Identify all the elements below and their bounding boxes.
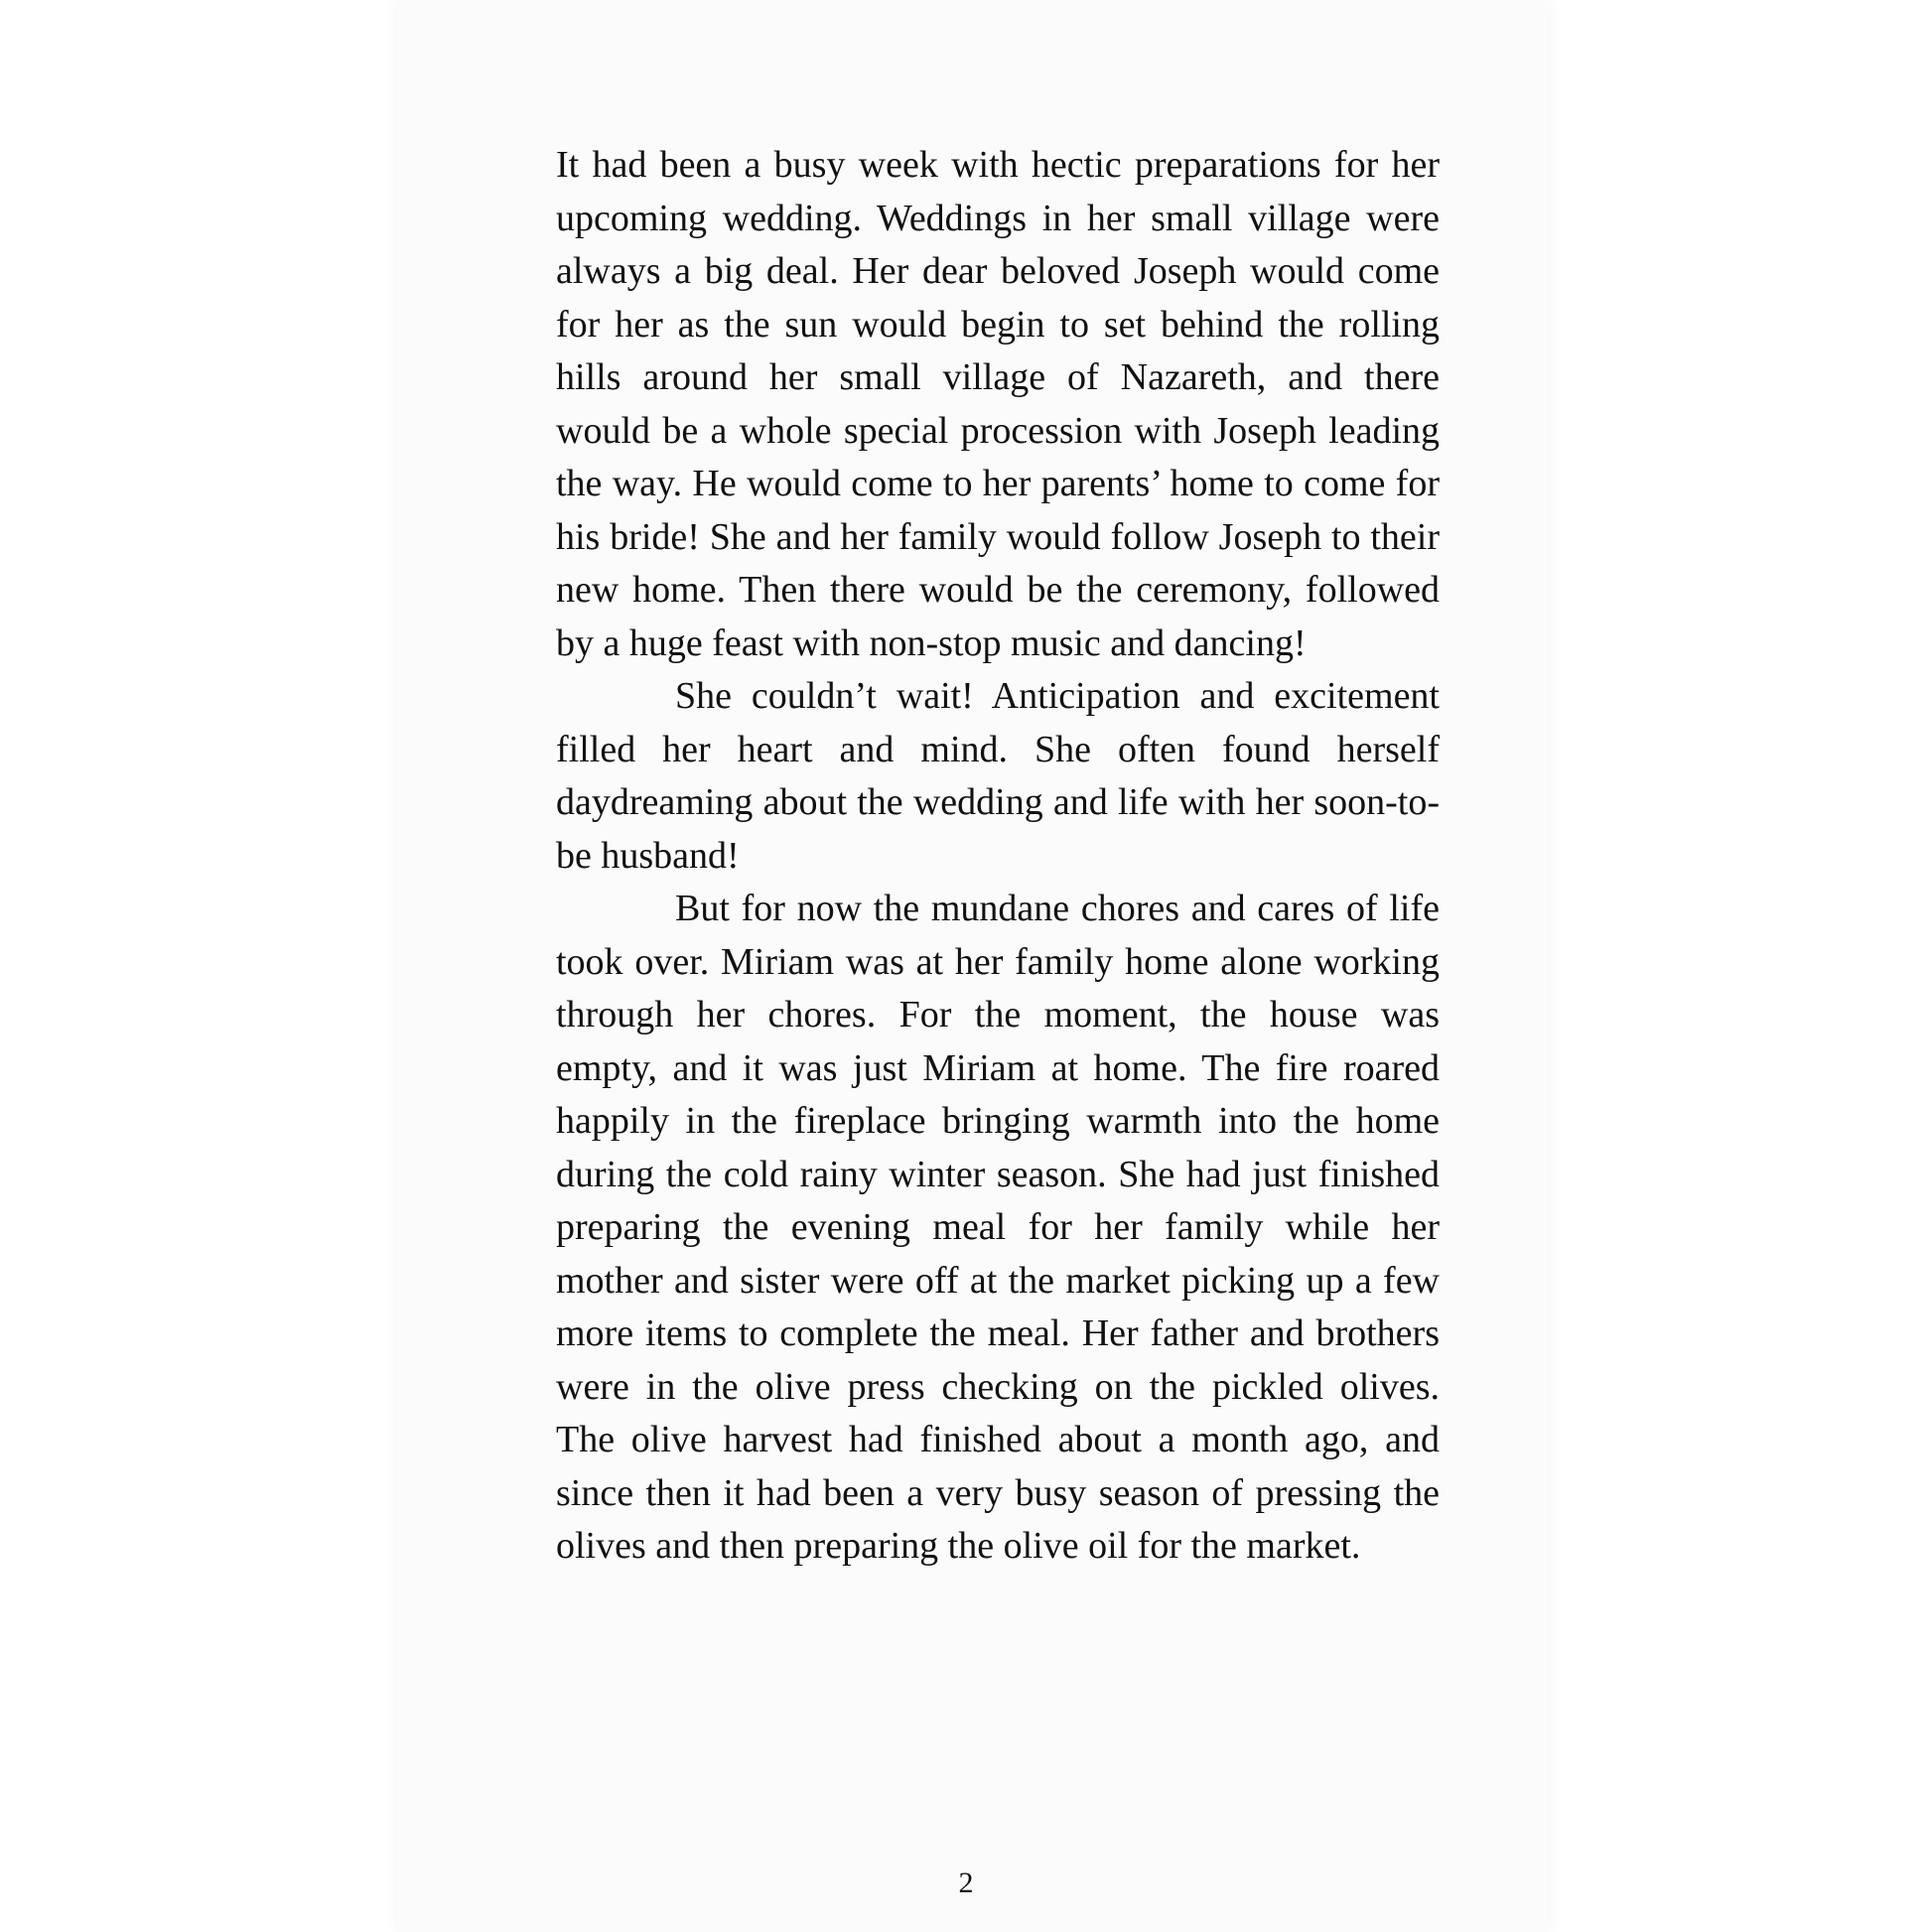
page-number: 2: [958, 1866, 974, 1899]
body-text: [556, 139, 1440, 1574]
paragraph-wedding-preparations: It had been a busy week with hectic preparations for her upcoming wedding. Weddings in her small village were always a big deal. Her dear beloved Joseph would come for her as the sun would begin to set behind the rolling hills around her small village of Nazareth, and there would be a whole special procession with Joseph leading the way. He would come to her parents’ home to come for his bride! She and her family would follow Joseph to their new home. Then there would be the ceremony, followed by a huge feast with non-stop music and dancing!: [556, 144, 1440, 664]
paragraph-anticipation: She couldn’t wait! Anticipation and excitement filled her heart and mind. She often found herself daydreaming about the wedding and life with her soon-to-be husband!: [556, 675, 1440, 877]
paragraph-chores: But for now the mundane chores and cares of life took over. Miriam was at her family home alone working through her chores. For the moment, the house was empty, and it was just Miriam at home. The fire roared happily in the fireplace bringing warmth into the home during the cold rainy winter season. She had just finished preparing the evening meal for her family while her mother and sister were off at the market picking up a few more items to complete the meal. Her father and brothers were in the olive press checking on the pickled olives. The olive harvest had finished about a month ago, and since then it had been a very busy season of pressing the olives and then preparing the olive oil for the market.: [556, 888, 1440, 1567]
